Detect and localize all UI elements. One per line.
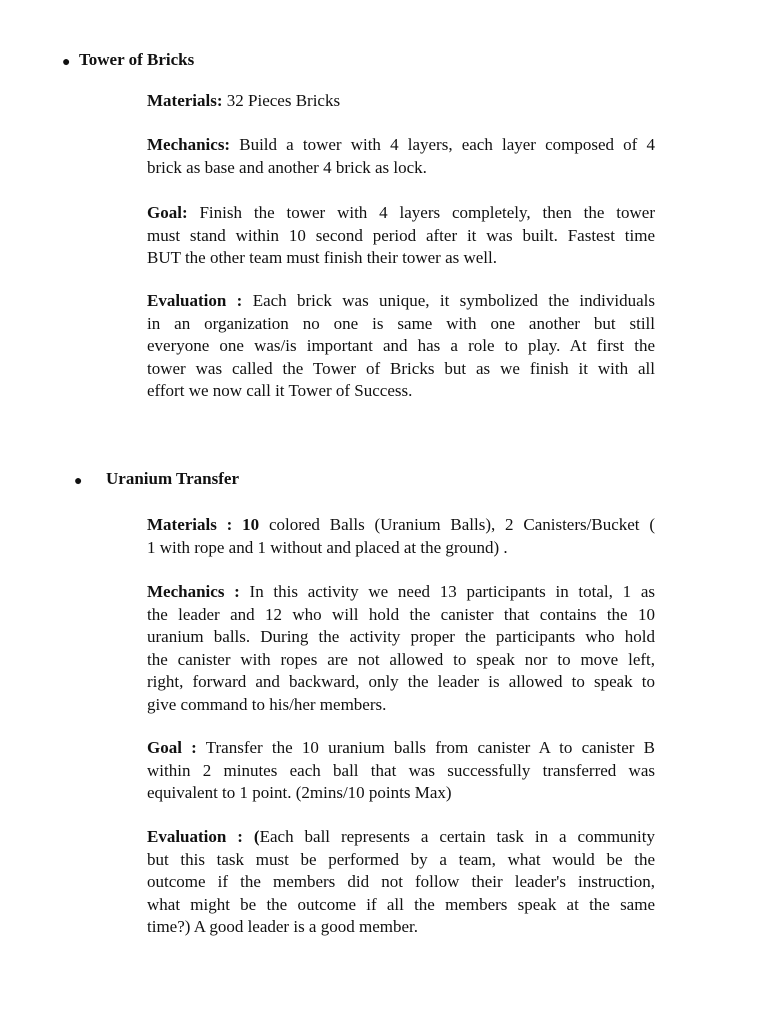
- text-line: the canister with ropes are not allowed to speak nor to move left,: [147, 649, 655, 669]
- evaluation-label: Evaluation : (: [147, 827, 260, 846]
- mechanics-label: Mechanics:: [147, 135, 231, 154]
- bullet-icon: ●: [62, 55, 71, 70]
- uranium-materials: [147, 514, 655, 559]
- text-line: In this activity we need 13 participants in total, 1 as: [239, 582, 655, 601]
- text-line: 1 with rope and 1 without and placed at the ground) .: [147, 537, 508, 557]
- text-line: Build a tower with 4 layers, each layer composed of 4: [230, 135, 655, 154]
- text-line: effort we now call it Tower of Success.: [147, 381, 413, 400]
- tower-goal: [147, 202, 655, 270]
- text-line: brick as base and another 4 brick as lock.: [147, 157, 427, 177]
- text-line: in an organization no one is same with one another but still: [147, 313, 655, 333]
- uranium-goal: [147, 737, 655, 805]
- text-line: Each ball represents a certain task in a community: [259, 827, 655, 846]
- text-line: give command to his/her members.: [147, 694, 387, 714]
- text-line: equivalent to 1 point. (2mins/10 points Max): [147, 783, 452, 802]
- bullet-icon: ●: [74, 474, 83, 489]
- goal-label: Goal :: [147, 738, 197, 757]
- tower-evaluation: [147, 290, 655, 403]
- uranium-evaluation: [147, 826, 655, 939]
- section-title-tower-of-bricks: Tower of Bricks: [79, 50, 195, 69]
- text-line: outcome if the members did not follow their leader's instruction,: [147, 872, 655, 891]
- text-line: but this task must be performed by a team, what would be the: [147, 849, 655, 869]
- text-line: tower was called the Tower of Bricks but as we finish it with all: [147, 358, 655, 378]
- materials-label: Materials : 10: [147, 515, 260, 534]
- text-line: within 2 minutes each ball that was successfully transferred was: [147, 760, 655, 780]
- text-line: Transfer the 10 uranium balls from canister A to canister B: [196, 738, 655, 757]
- text-line: time?) A good leader is a good member.: [147, 917, 418, 936]
- text-line: uranium balls. During the activity proper the participants who hold: [147, 627, 655, 646]
- text-line: what might be the outcome if all the members speak at the same: [147, 894, 655, 914]
- evaluation-label: Evaluation :: [147, 291, 243, 310]
- materials-text: 32 Pieces Bricks: [222, 91, 341, 110]
- section-title-uranium-transfer: Uranium Transfer: [106, 469, 240, 488]
- tower-mechanics: [147, 134, 655, 179]
- text-line: BUT the other team must finish their tower as well.: [147, 248, 498, 267]
- uranium-mechanics: [147, 581, 655, 716]
- goal-label: Goal:: [147, 203, 188, 222]
- materials-label: Materials:: [147, 91, 223, 110]
- text-line: the leader and 12 who will hold the canister that contains the 10: [147, 604, 655, 624]
- mechanics-label: Mechanics :: [147, 582, 240, 601]
- text-line: right, forward and backward, only the leader is allowed to speak to: [147, 672, 655, 691]
- text-line: must stand within 10 second period after it was built. Fastest time: [147, 225, 655, 245]
- text-line: colored Balls (Uranium Balls), 2 Canisters/Bucket (: [259, 515, 655, 534]
- text-line: Each brick was unique, it symbolized the individuals: [242, 291, 655, 310]
- tower-materials: [147, 90, 655, 113]
- text-line: Finish the tower with 4 layers completely, then the tower: [187, 203, 655, 222]
- text-line: everyone one was/is important and has a role to play. At first the: [147, 336, 655, 355]
